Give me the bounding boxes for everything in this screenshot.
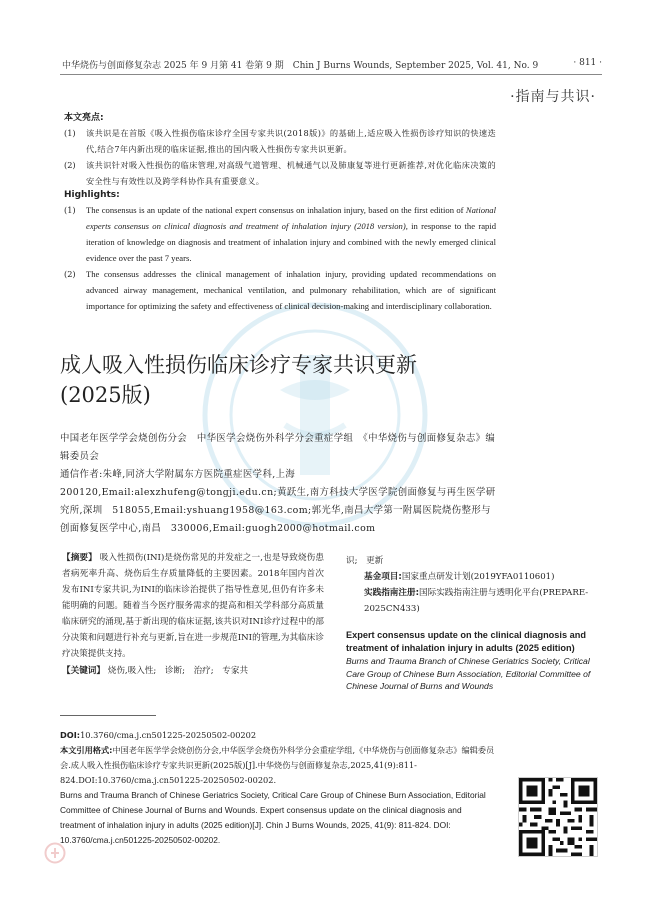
highlights-box: [60, 110, 496, 314]
article-title-line1: 成人吸入性损伤临床诊疗专家共识更新: [60, 353, 417, 377]
item-text: 该共识针对吸入性损伤的临床管理,对高级气道管理、机械通气以及肺康复等进行更新推荐,对优化临床决策的安全性与有效性以及跨学科协作具有重要意义。: [86, 160, 496, 186]
list-item: [60, 125, 496, 157]
item-number: (1): [64, 128, 76, 138]
item-number: (2): [64, 160, 76, 170]
abstract-label: 【摘要】: [62, 553, 97, 563]
item-text-italic: National experts consensus on clinical diagnosis and treatment of inhalation injury (2018 version): [86, 205, 496, 231]
article-title: [60, 350, 480, 410]
footnote-rule: [60, 715, 156, 716]
logo-seal-icon: [44, 842, 66, 864]
cite-zh: 中国老年医学学会烧创伤分会,中华医学会烧伤外科学分会重症学组,《中华烧伤与创面修复杂志》编辑委员会.成人吸入性损伤临床诊疗专家共识更新(2025版)[J].中华烧伤与创面修复杂志,2025,41(9):811-824.DOI:10.3760/cma.j.cn501225-20250502-00202.: [60, 745, 495, 785]
fund-text: 国家重点研发计划(2019YFA0110601): [401, 572, 555, 582]
list-item: [60, 202, 496, 266]
list-item: [60, 266, 496, 314]
page-number: · 811 ·: [573, 58, 602, 68]
qr-code[interactable]: [518, 777, 598, 857]
item-text: 该共识是在首版《吸入性损伤临床诊疗全国专家共识(2018版)》的基础上,适应吸入性损伤诊疗知识的快速迭代,结合7年内新出现的临床证据,推出的国内吸入性损伤专家共识更新。: [86, 128, 496, 154]
highlights-en-list: [60, 202, 496, 314]
item-text: The consensus addresses the clinical management of inhalation injury, providing updated recommendations on advanced airway management, mechanical ventilation, and pulmonary rehabilitation, which are of significant importance for optimizing the safety and effectiveness of clinical decision-making and interdisciplinary collaboration.: [86, 269, 496, 311]
author-groups: 中国老年医学学会烧创伤分会 中华医学会烧伤外科学分会重症学组 《中华烧伤与创面修复杂志》编辑委员会: [60, 433, 496, 462]
item-text: [86, 202, 496, 266]
item-text-pre: The consensus is an update of the national expert consensus on inhalation injury, based on the first edition of: [86, 205, 466, 215]
abstract-zh: [62, 550, 324, 679]
highlights-en-title: Highlights:: [64, 190, 120, 200]
publisher-logo-watermark: [44, 842, 66, 864]
qr-code-icon: [519, 778, 597, 856]
english-affiliation: Burns and Trauma Branch of Chinese Geriatrics Society, Critical Care Group of Chinese Burn Association, Editorial Committee of Chinese Journal of Burns and Wounds: [346, 656, 591, 691]
fund-label: 基金项目:: [364, 572, 402, 582]
article-title-line2: (2025版): [60, 383, 151, 407]
header-rule: [60, 74, 602, 75]
english-title: Expert consensus update on the clinical diagnosis and treatment of inhalation injury in adults (2025 edition): [346, 630, 586, 653]
abstract-text: 吸入性损伤(INI)是烧伤常见的并发症之一,也是导致烧伤患者病死率升高、烧伤后生存质量降低的主要因素。2018年国内首次发布INI专家共识,为INI的临床诊治提供了指导性意见,但仍有许多未能明确的问题。随着当今医疗服务需求的提高和相关学科部分高质量临床研究的涌现,基于新出现的临床证据,该共识对INI诊疗过程中的部分决策和问题进行补充与更新,旨在进一步规范INI的管理,为其临床诊疗决策提供支持。: [62, 553, 324, 659]
cite-en: Burns and Trauma Branch of Chinese Geriatrics Society, Critical Care Group of Chinese Burn Association, Editorial Committee of Chinese Journal of Burns and Wounds. Expert consensus update on the clinical diagnosis and treatment of inhalation injury in adults (2025 edition)[J]. Chin J Burns Wounds, 2025, 41(9): 811-824. DOI: 10.3760/cma.j.cn501225-20250502-00202.: [60, 790, 486, 845]
highlights-zh-list: [60, 125, 496, 189]
registration-label: 实践指南注册:: [364, 588, 419, 598]
abstract-right-column: [346, 553, 602, 693]
cite-label: 本文引用格式:: [60, 745, 113, 755]
correspondence: 通信作者:朱峰,同济大学附属东方医院重症医学科,上海 200120,Email:alexzhufeng@tongji.edu.cn;黄跃生,南方科技大学医学院创面修复与再生医学研究所,深圳 518055,Email:yshuang1958@163.com;郭光华,南昌大学第一附属医院烧伤整形与创面修复医学中心,南昌 330006,Email:guogh2000@hotmail.com: [60, 469, 496, 534]
section-tag: ·指南与共识·: [510, 89, 596, 105]
list-item: [60, 157, 496, 189]
running-header: 中华烧伤与创面修复杂志 2025 年 9 月第 41 卷第 9 期 Chin J Burns Wounds, September 2025, Vol. 41, No. 9: [62, 61, 539, 71]
doi-label: DOI:: [60, 730, 81, 740]
registration-text: 国际实践指南注册与透明化平台(PREPARE-2025CN433): [364, 588, 589, 614]
keywords-text: 烧伤,吸入性; 诊断; 治疗; 专家共: [107, 666, 249, 676]
citation-block: [60, 728, 496, 848]
highlights-zh-title: 本文亮点:: [64, 113, 104, 123]
keywords-label: 【关键词】: [62, 666, 105, 676]
item-number: (1): [64, 205, 76, 215]
item-text-post: , in response to the rapid iteration of knowledge on diagnosis and treatment of inhalation injury and combined with the newly emerged clinical evidence over the past 7 years.: [86, 221, 496, 263]
doi-link[interactable]: 10.3760/cma.j.cn501225-20250502-00202: [80, 730, 257, 740]
keywords-continued: 识; 更新: [346, 556, 384, 566]
item-number: (2): [64, 269, 76, 279]
author-block: [60, 430, 496, 538]
